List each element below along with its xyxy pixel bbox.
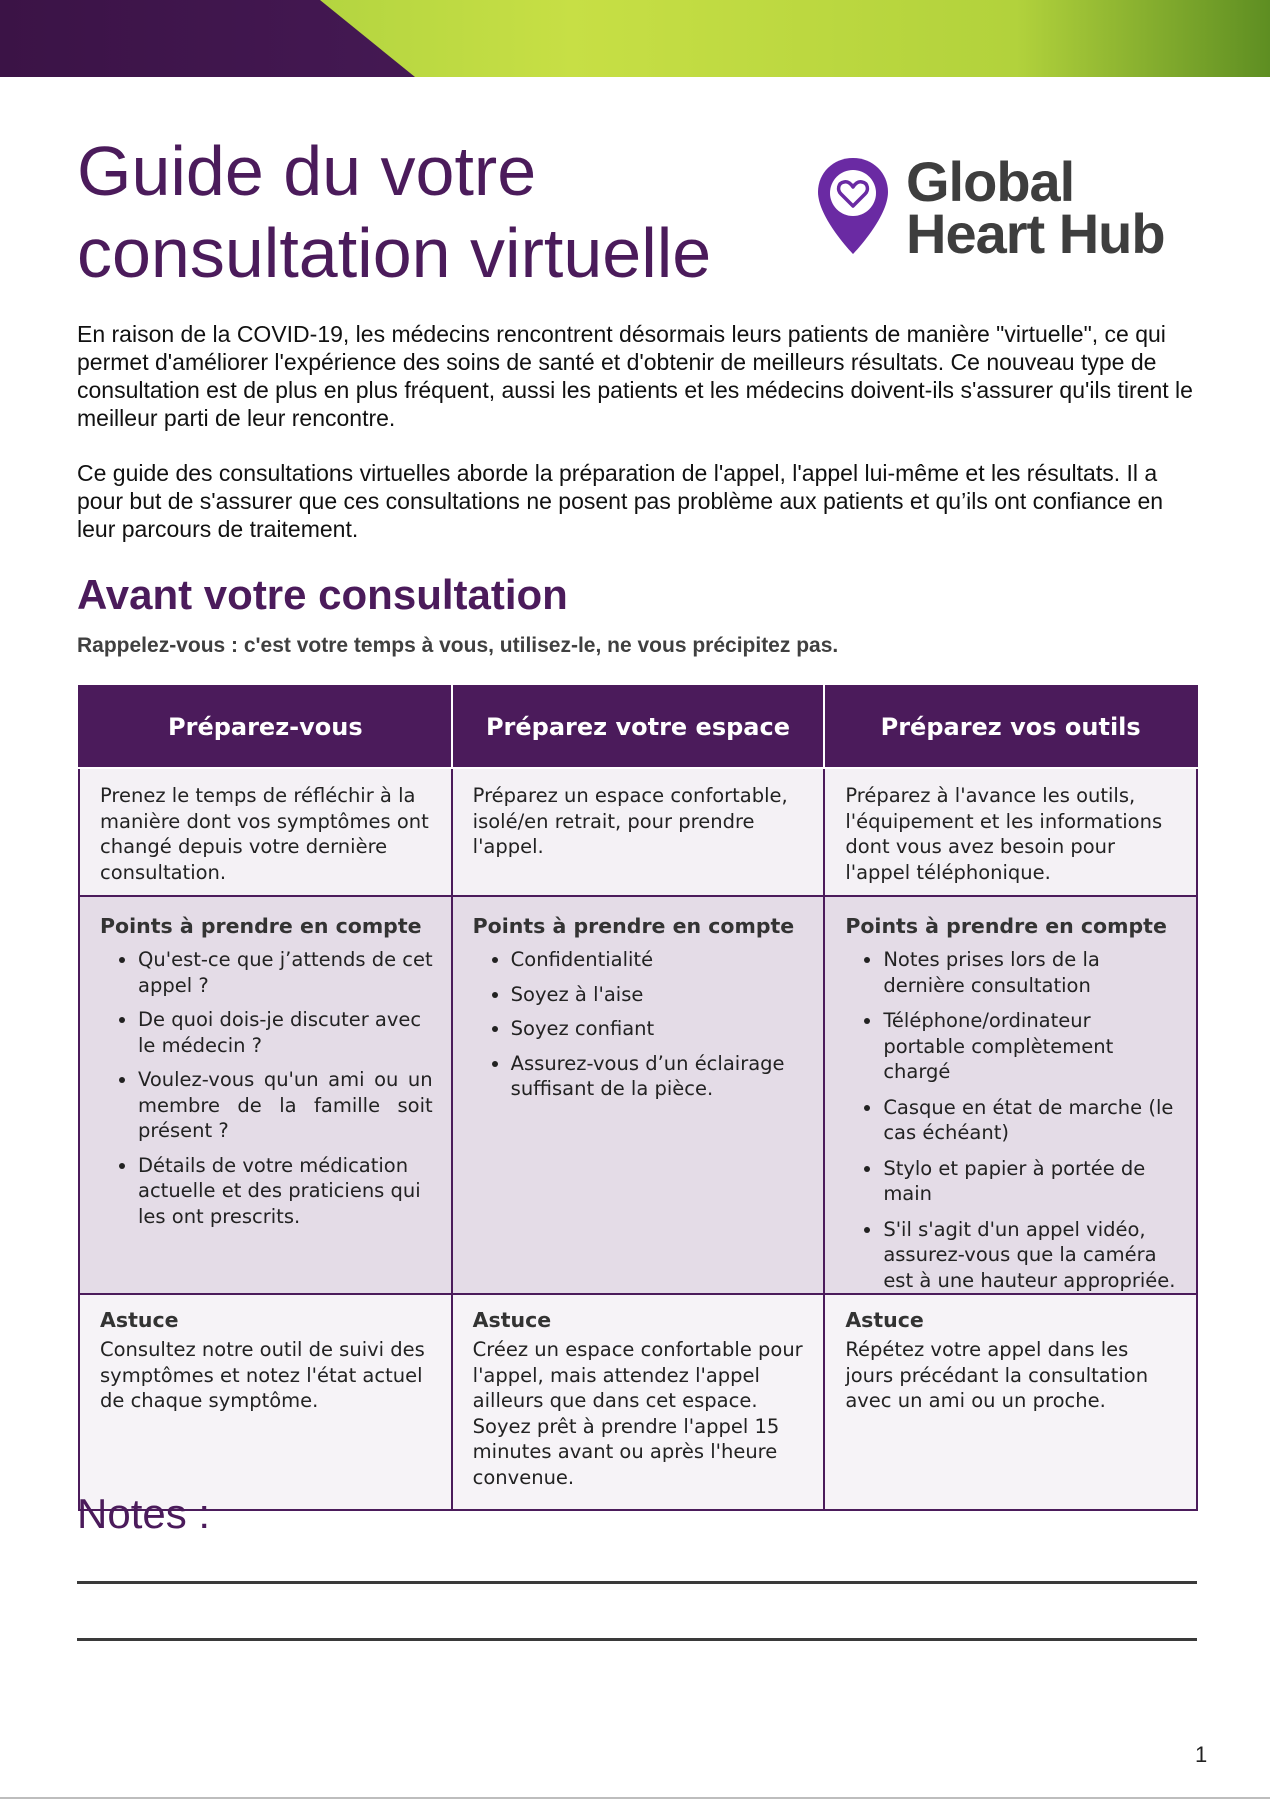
- tip-heading: Astuce: [100, 1308, 179, 1332]
- title-line-2: consultation virtuelle: [77, 214, 712, 292]
- page-number: 1: [1195, 1742, 1208, 1767]
- points-heading: Points à prendre en compte: [845, 914, 1167, 938]
- tip-text: Répétez votre appel dans les jours précédant la consultation avec un ami ou un proche.: [845, 1338, 1149, 1412]
- tip-cell-2: [452, 1294, 825, 1510]
- points-list: [100, 947, 433, 1229]
- points-list: [473, 947, 806, 1102]
- list-item: • Soyez à l'aise: [511, 982, 806, 1008]
- tip-heading: Astuce: [845, 1308, 924, 1332]
- points-heading: Points à prendre en compte: [100, 914, 422, 938]
- page-title: [77, 130, 711, 294]
- logo-line-1: Global: [906, 150, 1075, 213]
- column-header-espace: Préparez votre espace: [452, 686, 825, 768]
- notes-heading: Notes :: [77, 1490, 211, 1537]
- list-item: • Téléphone/ordinateur portable complètement chargé: [883, 1008, 1178, 1085]
- tip-cell-3: [824, 1294, 1197, 1510]
- section-heading: Avant votre consultation: [77, 571, 568, 618]
- preparation-table: [78, 685, 1198, 1511]
- location-pin-heart-icon: [816, 156, 890, 256]
- list-item: • Soyez confiant: [511, 1016, 806, 1042]
- title-line-1: Guide du votre: [77, 132, 537, 210]
- description-cell: Préparez à l'avance les outils, l'équipement et les informations dont vous avez besoin pour l'appel téléphonique.: [824, 768, 1197, 896]
- tip-text: Créez un espace confortable pour l'appel, mais attendez l'appel ailleurs que dans cet espace. Soyez prêt à prendre l'appel 15 minutes avant ou après l'heure convenue.: [472, 1338, 803, 1489]
- table-header-row: [79, 686, 1197, 768]
- list-item: • Confidentialité: [511, 947, 806, 973]
- description-cell: Préparez un espace confortable, isolé/en retrait, pour prendre l'appel.: [452, 768, 825, 896]
- points-cell-3: [824, 896, 1197, 1294]
- list-item: • Voulez-vous qu'un ami ou un membre de la famille soit présent ?: [138, 1067, 433, 1144]
- points-cell-1: [79, 896, 452, 1294]
- column-header-outils: Préparez vos outils: [824, 686, 1197, 768]
- points-list: [845, 947, 1178, 1293]
- intro-paragraph-1: En raison de la COVID-19, les médecins rencontrent désormais leurs patients de manière "virtuelle", ce qui permet d'améliorer l'expérience des soins de santé et d'obtenir de meilleurs résultats. Ce nouveau type de consultation est de plus en plus fréquent, aussi les patients et les médecins doivent-ils s'assurer qu'ils tirent le meilleur parti de leur rencontre.: [77, 321, 1193, 431]
- list-item: • Casque en état de marche (le cas échéant): [883, 1095, 1178, 1146]
- tip-heading: Astuce: [472, 1308, 552, 1332]
- list-item: • Assurez-vous d’un éclairage suffisant de la pièce.: [511, 1051, 806, 1102]
- points-cell-2: [452, 896, 825, 1294]
- list-item: • Stylo et papier à portée de main: [883, 1156, 1178, 1207]
- list-item: • Qu'est-ce que j’attends de cet appel ?: [138, 947, 433, 998]
- list-item: • S'il s'agit d'un appel vidéo, assurez-vous que la caméra est à une hauteur appropriée.: [883, 1217, 1178, 1294]
- logo-line-2: Heart Hub: [906, 202, 1165, 265]
- notes-line-2: [77, 1638, 1197, 1641]
- global-heart-hub-logo: [816, 150, 1196, 266]
- column-header-preparez-vous: Préparez-vous: [79, 686, 452, 768]
- intro-paragraph-2: Ce guide des consultations virtuelles aborde la préparation de l'appel, l'appel lui-même et les résultats. Il a pour but de s'assurer que ces consultations ne posent pas problème aux patients et qu’ils ont confiance en leur parcours de traitement.: [77, 460, 1164, 542]
- points-heading: Points à prendre en compte: [472, 914, 795, 938]
- list-item: • De quoi dois-je discuter avec le médecin ?: [138, 1007, 433, 1058]
- description-row: [79, 768, 1197, 896]
- list-item: • Détails de votre médication actuelle et des praticiens qui les ont prescrits.: [138, 1153, 433, 1230]
- list-item: • Notes prises lors de la dernière consultation: [883, 947, 1178, 998]
- reminder-text: Rappelez-vous : c'est votre temps à vous, utilisez-le, ne vous précipitez pas.: [77, 634, 839, 657]
- notes-line-1: [77, 1581, 1197, 1584]
- tip-text: Consultez notre outil de suivi des symptômes et notez l'état actuel de chaque symptôme.: [100, 1338, 425, 1412]
- tips-row: [79, 1294, 1197, 1510]
- description-cell: Prenez le temps de réfléchir à la manière dont vos symptômes ont changé depuis votre dernière consultation.: [79, 768, 452, 896]
- page-bottom-rule: [0, 1797, 1270, 1799]
- logo-wordmark: [906, 150, 1165, 265]
- points-row: [79, 896, 1197, 1294]
- tip-cell-1: [79, 1294, 452, 1510]
